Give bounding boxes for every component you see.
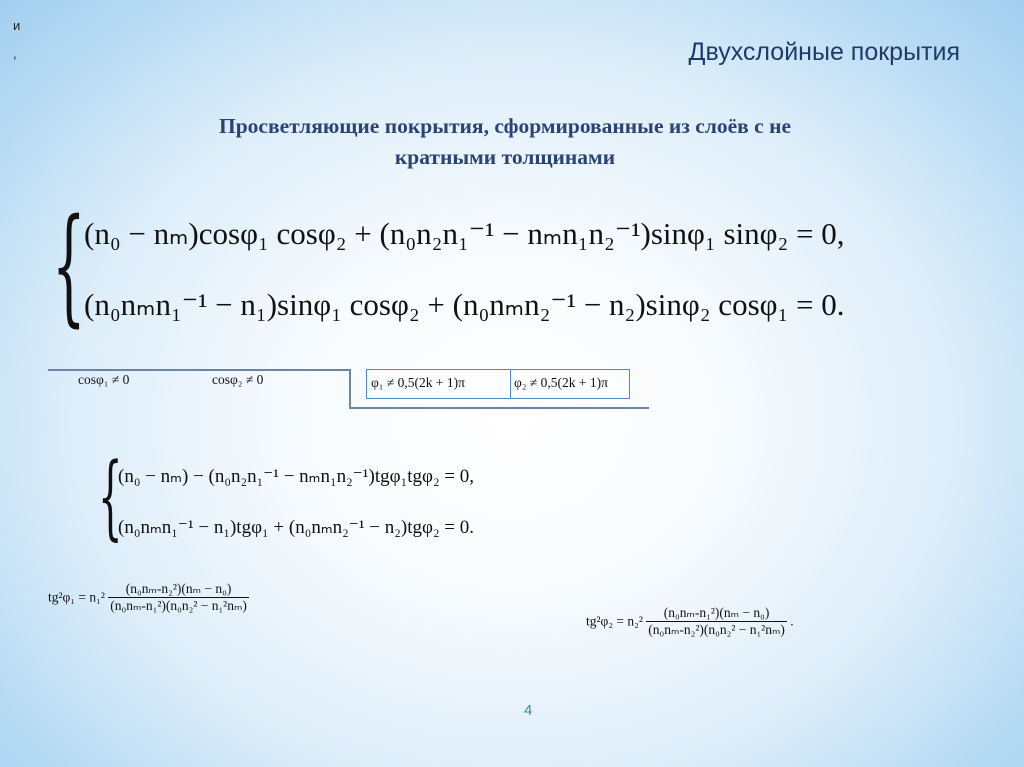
tg-phi1-numerator: (n₀nₘ-n₂²)(nₘ − n₀) xyxy=(125,581,232,596)
subtitle-line-1: Просветляющие покрытия, сформированные из слоёв с не xyxy=(218,114,792,138)
divider-left xyxy=(48,369,350,371)
system2-equation-2: (n₀nₘn₁⁻¹ − n₁)tgφ₁ + (n₀nₘn₂⁻¹ − n₂)tgφ₂ = 0. xyxy=(118,517,475,538)
condition-box-divider xyxy=(510,370,511,398)
condition-cos-phi2: cosφ₂ ≠ 0 xyxy=(212,372,264,387)
tg-phi1-denominator: (n₀nₘ-n₁²)(n₀n₂² − n₁²nₘ) xyxy=(110,598,247,613)
condition-cos-phi1: cosφ₁ ≠ 0 xyxy=(78,372,130,387)
system1-equation-1: (n₀ − nₘ)cosφ₁ cosφ₂ + (n₀n₂n₁⁻¹ − nₘn₁n₂⁻¹)sinφ₁ sinφ₂ = 0, xyxy=(84,216,845,251)
tg-phi1-lhs: tg²φ₁ = n₁² xyxy=(48,589,105,605)
tg-phi2-formula xyxy=(586,605,794,638)
condition-box xyxy=(366,369,630,399)
system2-equation-1: (n₀ − nₘ) − (n₀n₂n₁⁻¹ − nₘn₁n₂⁻¹)tgφ₁tgφ₂ = 0, xyxy=(118,466,475,487)
system1-equation-2: (n₀nₘn₁⁻¹ − n₁)sinφ₁ cosφ₂ + (n₀nₘn₂⁻¹ − n₂)sinφ₂ cosφ₁ = 0. xyxy=(84,287,845,322)
subtitle-line-2: кратными толщинами xyxy=(394,145,616,169)
page-number: 4 xyxy=(524,702,533,719)
corner-letter: и xyxy=(13,18,21,33)
divider-vertical xyxy=(349,369,351,408)
slide-title: Двухслойные покрытия xyxy=(688,38,960,66)
condition-phi2: φ₂ ≠ 0,5(2k + 1)π xyxy=(514,375,608,390)
tg-phi1-formula xyxy=(48,581,249,614)
system2-brace: { xyxy=(98,443,123,550)
divider-bottom xyxy=(349,407,649,409)
corner-mark: , xyxy=(13,46,17,61)
tg-phi2-numerator: (n₀nₘ-n₁²)(nₘ − n₀) xyxy=(663,605,770,620)
tg-phi2-tail: . xyxy=(790,613,794,629)
tg-phi2-lhs: tg²φ₂ = n₂² xyxy=(586,613,643,629)
tg-phi2-denominator: (n₀nₘ-n₂²)(n₀n₂² − n₁²nₘ) xyxy=(648,622,785,637)
condition-phi1: φ₁ ≠ 0,5(2k + 1)π xyxy=(371,375,465,390)
system1-brace: { xyxy=(52,192,86,339)
slide-subtitle xyxy=(90,111,920,173)
